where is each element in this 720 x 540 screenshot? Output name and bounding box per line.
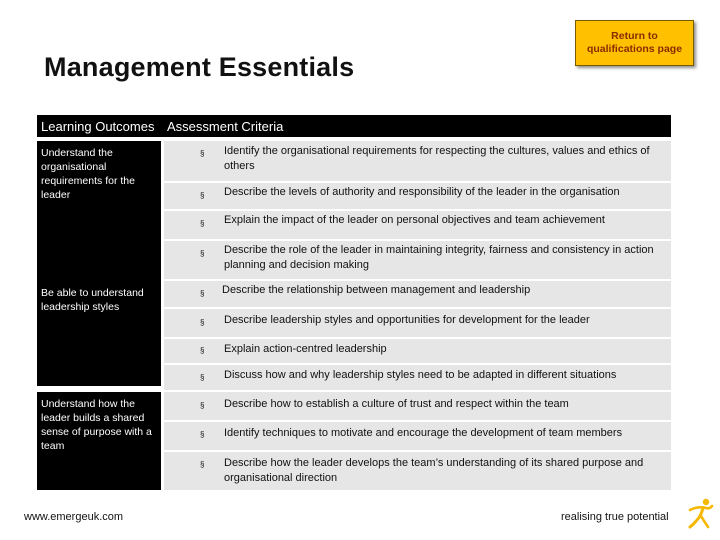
criteria-row	[164, 365, 671, 390]
bullet-icon: §	[200, 219, 205, 228]
outcome-cell	[37, 392, 161, 490]
bullet-icon: §	[200, 460, 205, 469]
criteria-text: Explain the impact of the leader on personal objectives and team achievement	[224, 214, 605, 226]
criteria-row	[164, 452, 671, 490]
bullet-icon: §	[200, 346, 205, 355]
criteria-row	[164, 422, 671, 450]
bullet-icon: §	[200, 289, 205, 298]
criteria-row	[164, 141, 671, 181]
bullet-icon: §	[200, 318, 205, 327]
criteria-text: Describe leadership styles and opportunities for development for the leader	[224, 314, 590, 326]
criteria-text: Identify techniques to motivate and encourage the development of team members	[224, 427, 623, 439]
criteria-text: Explain action-centred leadership	[224, 343, 387, 355]
outcome-text: Be able to understand leadership styles	[41, 287, 144, 313]
page-title: Management Essentials	[44, 52, 355, 82]
return-to-qualifications-button[interactable]: Return to qualifications page	[575, 20, 694, 66]
bullet-icon: §	[200, 249, 205, 258]
criteria-text: Describe the role of the leader in maintaining integrity, fairness and consistency in action planning and decision making	[224, 244, 654, 271]
criteria-row	[164, 241, 671, 279]
outcome-text: Understand how the leader builds a shared sense of purpose with a team	[41, 398, 152, 452]
criteria-text: Identify the organisational requirements for respecting the cultures, values and ethics of others	[224, 145, 650, 172]
tagline: realising true potential	[561, 511, 669, 523]
criteria-text: Discuss how and why leadership styles need to be adapted in different situations	[224, 369, 617, 381]
criteria-row	[164, 183, 671, 209]
bullet-icon: §	[200, 401, 205, 410]
criteria-text: Describe how to establish a culture of trust and respect within the team	[224, 398, 569, 410]
outcome-text: Understand the organisational requirements for the leader	[41, 147, 135, 201]
criteria-row	[164, 309, 671, 337]
bullet-icon: §	[200, 149, 205, 158]
figure-logo-icon	[686, 496, 714, 530]
outcome-cell	[37, 281, 161, 386]
bullet-icon: §	[200, 430, 205, 439]
website-link[interactable]: www.emergeuk.com	[24, 511, 124, 523]
outcome-cell	[37, 141, 161, 281]
header-learning-outcomes: Learning Outcomes	[41, 119, 155, 134]
header-assessment-criteria: Assessment Criteria	[167, 119, 284, 134]
criteria-row	[164, 281, 671, 307]
bullet-icon: §	[200, 191, 205, 200]
table-header	[37, 115, 671, 137]
criteria-row	[164, 211, 671, 239]
criteria-text: Describe the relationship between management and leadership	[222, 284, 531, 296]
criteria-row	[164, 392, 671, 420]
bullet-icon: §	[200, 373, 205, 382]
criteria-text: Describe the levels of authority and responsibility of the leader in the organisation	[224, 186, 620, 198]
criteria-text: Describe how the leader develops the team’s understanding of its shared purpose and organisational direction	[224, 457, 644, 484]
criteria-row	[164, 339, 671, 363]
